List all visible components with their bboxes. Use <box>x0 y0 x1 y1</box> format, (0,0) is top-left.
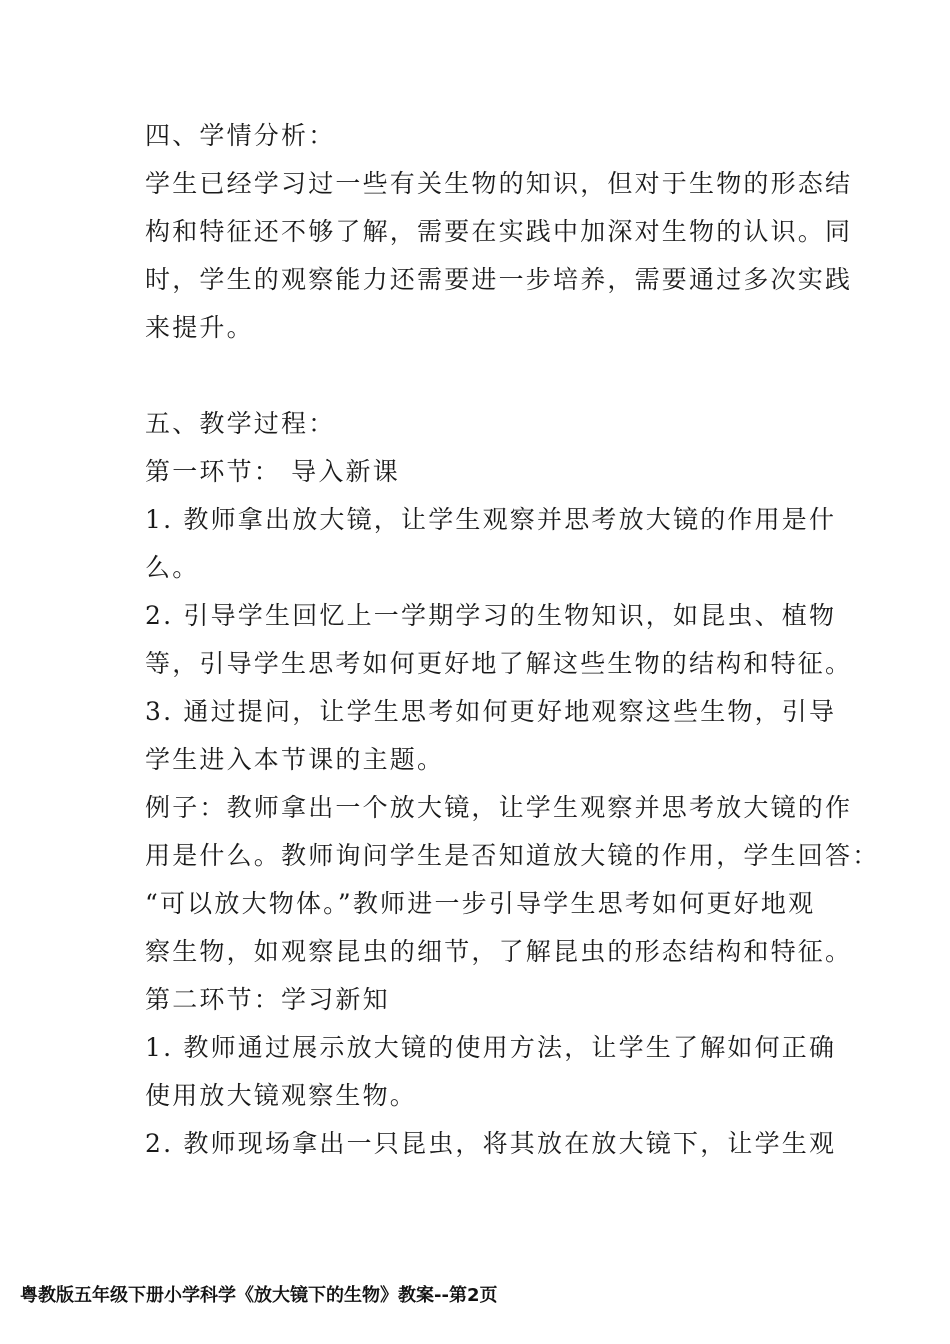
subsection-heading-2: 第二环节：学习新知 <box>145 985 390 1014</box>
example-line: 用是什么。教师询问学生是否知道放大镜的作用，学生回答： <box>145 841 880 870</box>
blank-line <box>145 352 815 400</box>
list-item-line: 3. 通过提问，让学生思考如何更好地观察这些生物，引导 <box>145 697 837 726</box>
page-footer: 粤教版五年级下册小学科学《放大镜下的生物》教案--第2页 <box>20 1285 498 1306</box>
list-item-line: 2. 引导学生回忆上一学期学习的生物知识，如昆虫、植物 <box>145 601 837 630</box>
list-item-line: 1. 教师拿出放大镜，让学生观察并思考放大镜的作用是什 <box>145 505 837 534</box>
list-item-line: 使用放大镜观察生物。 <box>145 1081 418 1110</box>
section-heading-5: 五、教学过程： <box>145 409 336 438</box>
list-item-line: 2. 教师现场拿出一只昆虫，将其放在放大镜下，让学生观 <box>145 1129 837 1158</box>
list-item-line: 学生进入本节课的主题。 <box>145 745 445 774</box>
paragraph-line: 来提升。 <box>145 313 254 342</box>
paragraph-line: 学生已经学习过一些有关生物的知识，但对于生物的形态结 <box>145 169 853 198</box>
paragraph-line: 构和特征还不够了解，需要在实践中加深对生物的认识。同 <box>145 217 853 246</box>
example-line: 察生物，如观察昆虫的细节，了解昆虫的形态结构和特征。 <box>145 937 853 966</box>
list-item-line: 么。 <box>145 553 200 582</box>
list-item-line: 1. 教师通过展示放大镜的使用方法，让学生了解如何正确 <box>145 1033 837 1062</box>
example-line: 例子：教师拿出一个放大镜，让学生观察并思考放大镜的作 <box>145 793 853 822</box>
paragraph-line: 时，学生的观察能力还需要进一步培养，需要通过多次实践 <box>145 265 853 294</box>
document-body <box>145 112 880 1168</box>
section-heading-4: 四、学情分析： <box>145 121 336 150</box>
subsection-heading-1: 第一环节： 导入新课 <box>145 457 400 486</box>
example-line: “可以放大物体。”教师进一步引导学生思考如何更好地观 <box>145 889 816 918</box>
list-item-line: 等，引导学生思考如何更好地了解这些生物的结构和特征。 <box>145 649 853 678</box>
